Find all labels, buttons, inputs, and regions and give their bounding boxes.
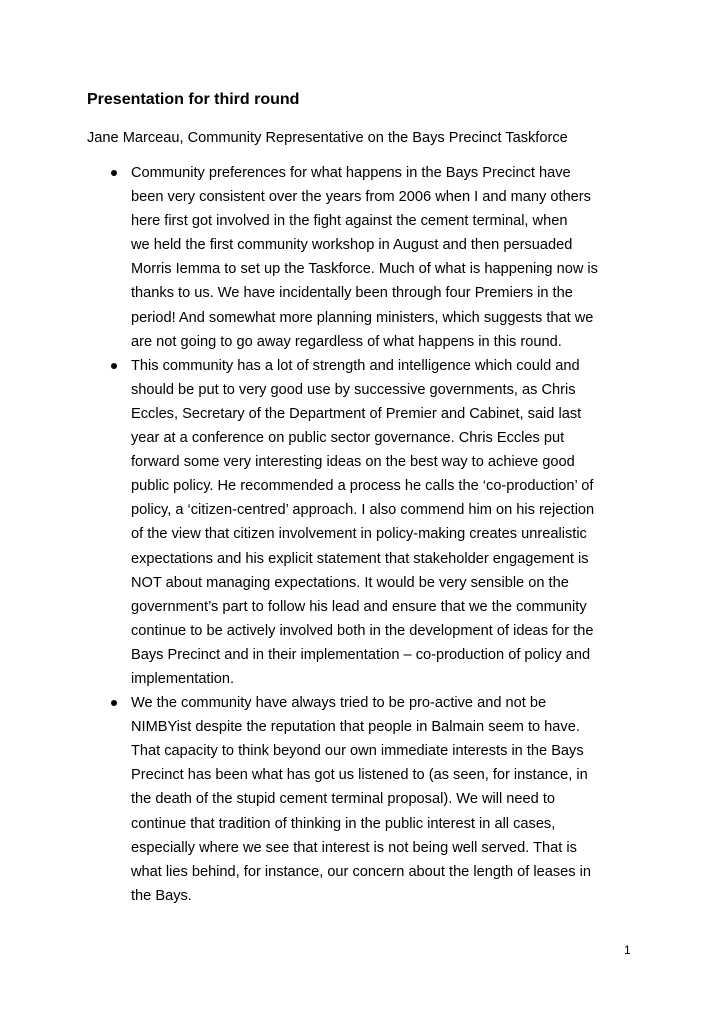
bullet-text-line: especially where we see that interest is not being well served. That is xyxy=(131,839,577,856)
bullet-dot-icon xyxy=(111,363,117,369)
bullet-text-line: implementation. xyxy=(131,670,235,687)
bullet-item xyxy=(87,354,647,691)
author-line: Jane Marceau, Community Representative on the Bays Precinct Taskforce xyxy=(87,130,568,146)
bullet-text-line: period! And somewhat more planning ministers, which suggests that we xyxy=(131,309,594,326)
bullet-item xyxy=(87,691,647,908)
bullet-item xyxy=(87,161,647,354)
bullet-text-line: expectations and his explicit statement that stakeholder engagement is xyxy=(131,550,589,567)
bullet-text-line: Eccles, Secretary of the Department of Premier and Cabinet, said last xyxy=(131,405,582,422)
bullet-text-line: of the view that citizen involvement in policy-making creates unrealistic xyxy=(131,526,587,543)
bullet-text-line: we held the first community workshop in August and then persuaded xyxy=(131,237,573,254)
bullet-text-line: the Bays. xyxy=(131,887,192,904)
bullet-text-line: Community preferences for what happens in the Bays Precinct have xyxy=(131,165,571,181)
bullet-text-line: thanks to us. We have incidentally been through four Premiers in the xyxy=(131,285,573,302)
bullet-text-line: continue to be actively involved both in the development of ideas for the xyxy=(131,622,594,639)
bullet-text-line: We the community have always tried to be pro-active and not be xyxy=(131,695,547,712)
bullet-text-line: been very consistent over the years from 2006 when I and many others xyxy=(131,189,591,206)
bullet-text-line: Morris Iemma to set up the Taskforce. Much of what is happening now is xyxy=(131,261,598,278)
bullet-text-line: are not going to go away regardless of what happens in this round. xyxy=(131,333,562,350)
bullet-dot-icon xyxy=(111,700,117,706)
bullet-text-line: NIMBYist despite the reputation that people in Balmain seem to have. xyxy=(131,719,580,736)
bullet-text-line: This community has a lot of strength and intelligence which could and xyxy=(131,357,580,374)
bullet-text-line: here first got involved in the fight against the cement terminal, when xyxy=(131,213,568,230)
bullet-text-line: what lies behind, for instance, our concern about the length of leases in xyxy=(131,863,591,880)
bullet-text-line: Precinct has been what has got us listened to (as seen, for instance, in xyxy=(131,767,588,784)
bullet-text-line: continue that tradition of thinking in the public interest in all cases, xyxy=(131,815,556,832)
bullet-text-line: NOT about managing expectations. It would be very sensible on the xyxy=(131,574,569,591)
bullet-text-line: That capacity to think beyond our own immediate interests in the Bays xyxy=(131,743,584,760)
bullet-list xyxy=(87,161,647,908)
page-number: 1 xyxy=(624,943,631,957)
bullet-text-line: Bays Precinct and in their implementation – co-production of policy and xyxy=(131,646,591,663)
bullet-dot-icon xyxy=(111,170,117,176)
bullet-text-line: government’s part to follow his lead and ensure that we the community xyxy=(131,598,587,615)
bullet-text-line: year at a conference on public sector governance. Chris Eccles put xyxy=(131,430,565,447)
bullet-text-line: should be put to very good use by successive governments, as Chris xyxy=(131,381,576,398)
bullet-text-line: forward some very interesting ideas on the best way to achieve good xyxy=(131,454,575,471)
bullet-text-line: public policy. He recommended a process he calls the ‘co-production’ of xyxy=(131,478,594,495)
document-title: Presentation for third round xyxy=(87,91,300,108)
bullet-text-line: the death of the stupid cement terminal proposal). We will need to xyxy=(131,791,555,808)
bullet-text-line: policy, a ‘citizen-centred’ approach. I also commend him on his rejection xyxy=(131,502,595,519)
